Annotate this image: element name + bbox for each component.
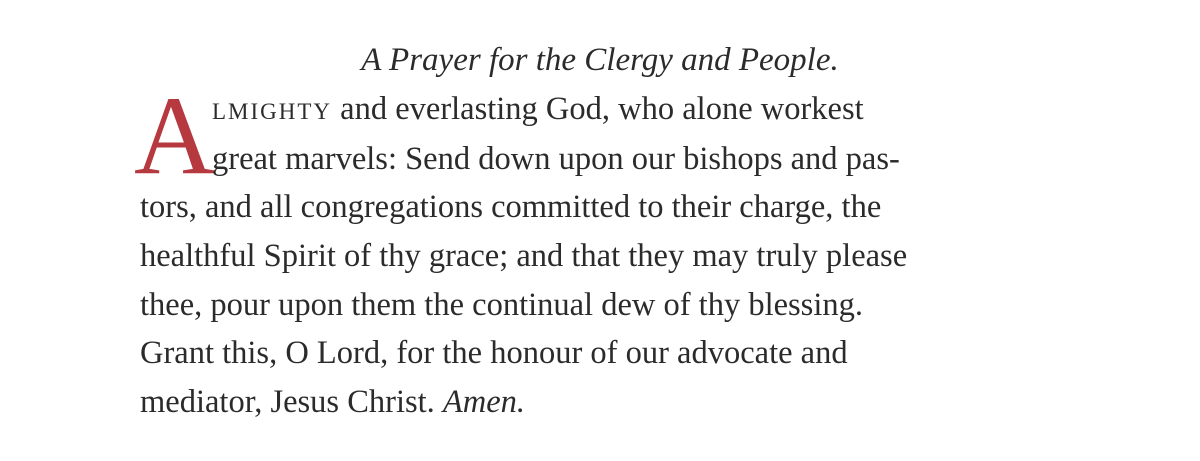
prayer-title: A Prayer for the Clergy and People.	[361, 42, 839, 78]
line-7-text: mediator, Jesus Christ.	[140, 384, 443, 420]
first-word-small-caps: lmighty	[212, 91, 333, 127]
text-line-1	[212, 89, 864, 129]
text-line-5: thee, pour upon them the continual dew of thy blessing.	[140, 287, 863, 323]
text-line-4: healthful Spirit of thy grace; and that they may truly please	[140, 238, 908, 274]
text-line-3: tors, and all congregations committed to their charge, the	[140, 189, 882, 225]
text-line-7	[140, 382, 525, 422]
text-line-6: Grant this, O Lord, for the honour of our advocate and	[140, 335, 848, 371]
text-line-2: great marvels: Send down upon our bishops and pas-	[212, 141, 900, 177]
drop-cap: A	[134, 74, 215, 198]
line-1-text: and everlasting God, who alone workest	[332, 91, 864, 127]
amen: Amen.	[442, 384, 526, 420]
